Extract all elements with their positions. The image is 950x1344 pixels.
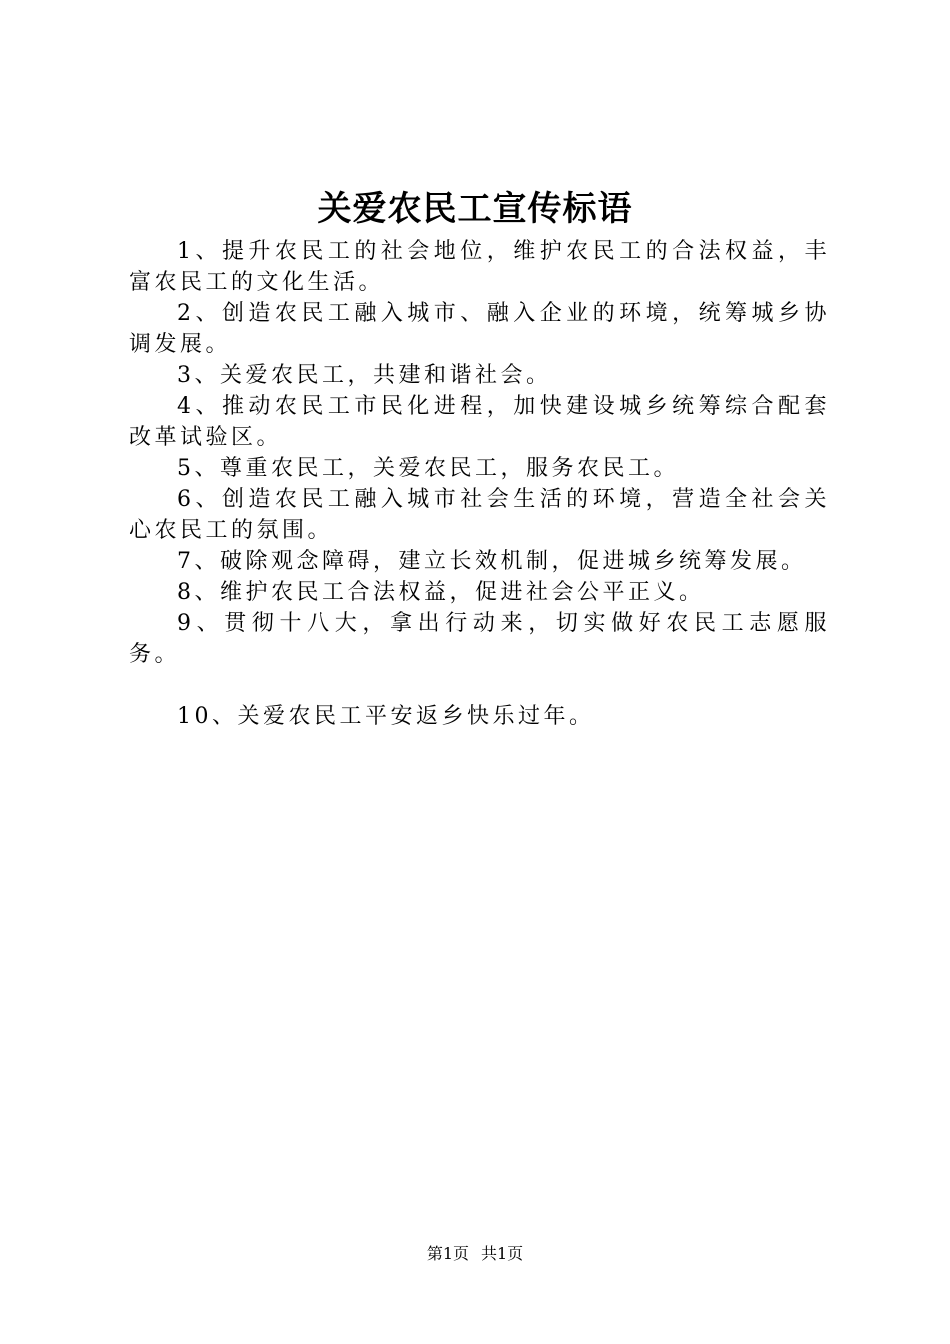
slogan-item: 9、贯彻十八大，拿出行动来，切实做好农民工志愿服务。 bbox=[129, 611, 830, 667]
slogan-item: 6、创造农民工融入城市社会生活的环境，营造全社会关心农民工的氛围。 bbox=[129, 487, 830, 543]
slogan-item: 7、破除观念障碍，建立长效机制，促进城乡统筹发展。 bbox=[177, 549, 807, 574]
document-title: 关爱农民工宣传标语 bbox=[317, 189, 633, 229]
page-footer bbox=[0, 1242, 950, 1266]
slogan-list bbox=[129, 236, 830, 732]
slogan-item: 3、关爱农民工，共建和谐社会。 bbox=[177, 363, 552, 388]
slogan-item: 4、推动农民工市民化进程，加快建设城乡统筹综合配套改革试验区。 bbox=[129, 394, 830, 450]
slogan-item: 5、尊重农民工，关爱农民工，服务农民工。 bbox=[177, 456, 679, 481]
page-total: 共1页 bbox=[481, 1244, 524, 1263]
slogan-item: 1、提升农民工的社会地位，维护农民工的合法权益，丰富农民工的文化生活。 bbox=[129, 239, 830, 295]
slogan-item: 8、维护农民工合法权益，促进社会公平正义。 bbox=[177, 580, 705, 605]
slogan-item: 2、创造农民工融入城市、融入企业的环境，统筹城乡协调发展。 bbox=[129, 301, 830, 357]
page-number: 第1页 bbox=[426, 1244, 469, 1263]
slogan-item: 10、关爱农民工平安返乡快乐过年。 bbox=[177, 704, 595, 729]
